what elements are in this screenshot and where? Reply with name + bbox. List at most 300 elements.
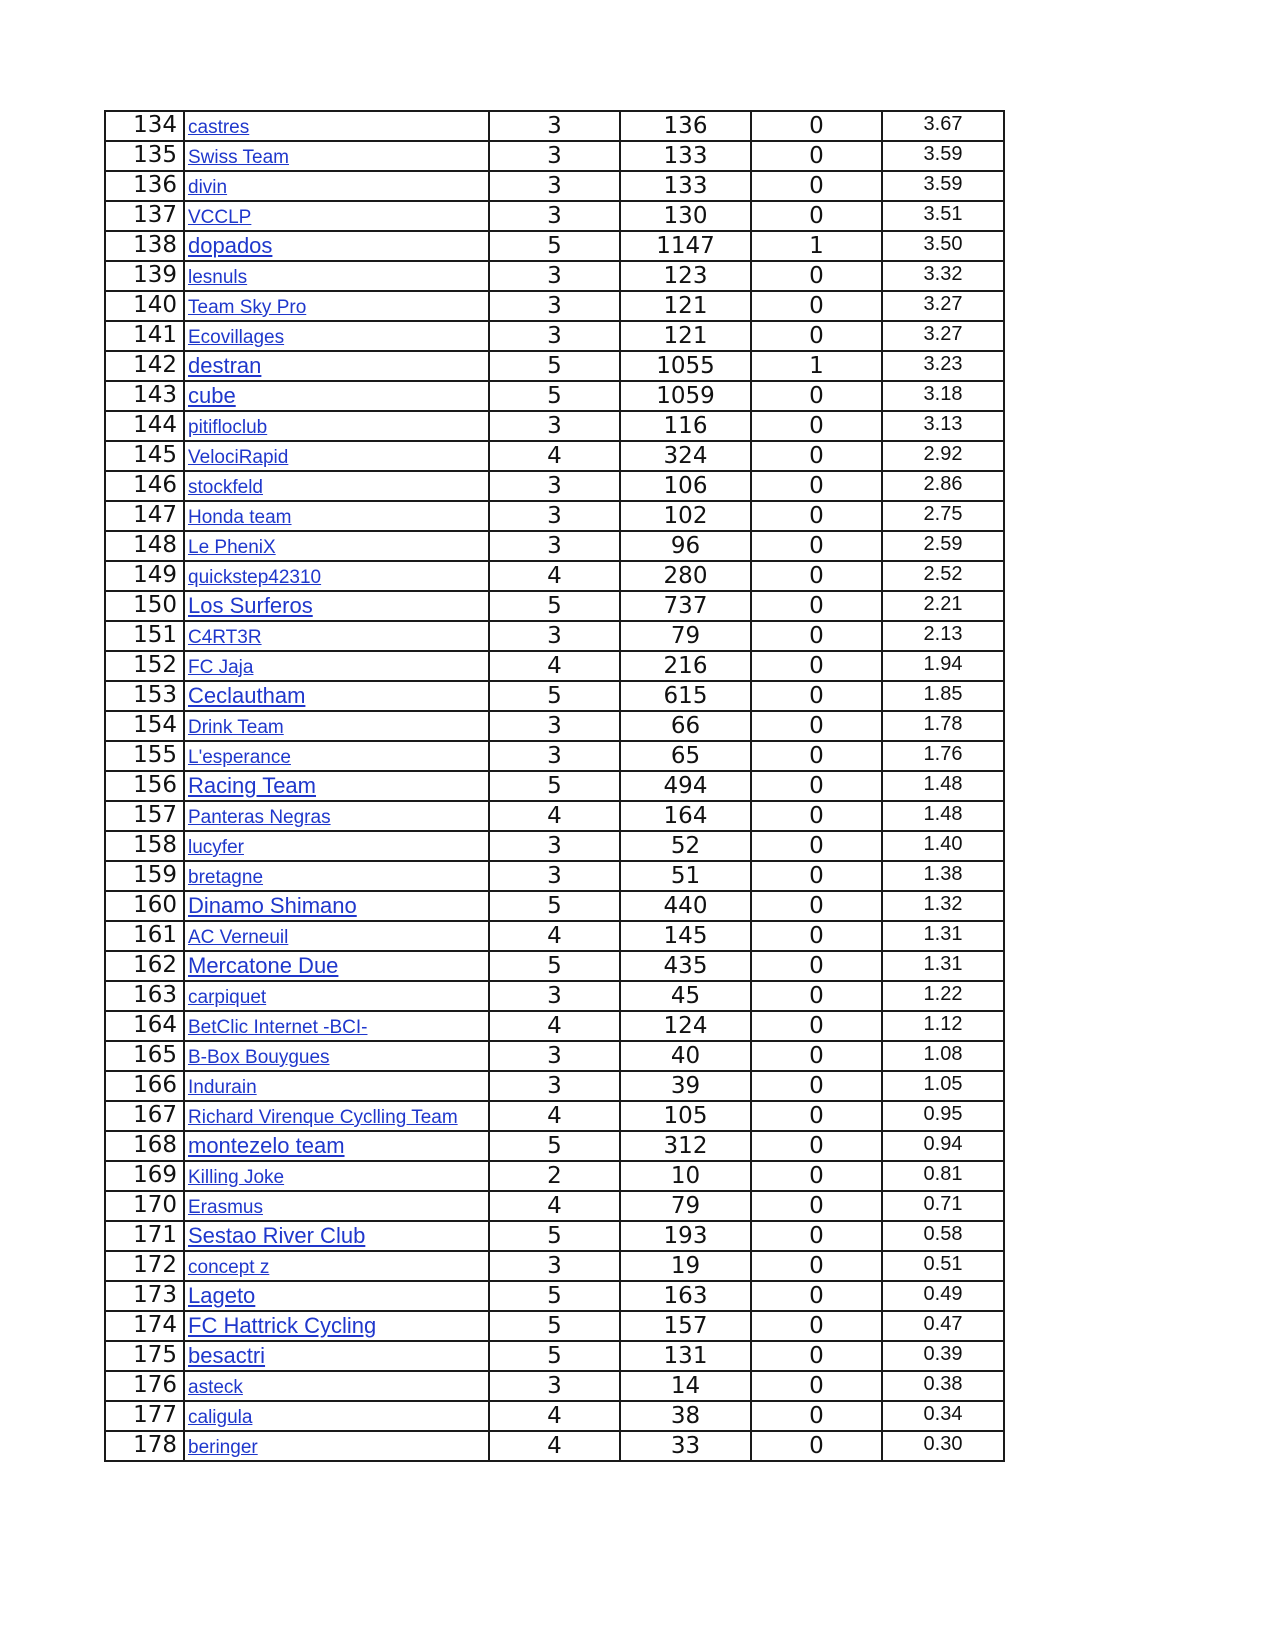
- column-2-cell: 157: [620, 1311, 751, 1341]
- column-1-cell: 5: [489, 1131, 620, 1161]
- average-cell: 1.08: [882, 1041, 1004, 1071]
- rank-cell: 157: [105, 801, 184, 831]
- team-cell: [184, 111, 489, 141]
- column-1-cell: 3: [489, 831, 620, 861]
- column-1-cell: 4: [489, 1431, 620, 1461]
- column-3-cell: 0: [751, 1281, 882, 1311]
- team-cell: [184, 981, 489, 1011]
- team-link[interactable]: dopados: [188, 233, 273, 258]
- column-1-cell: 5: [489, 231, 620, 261]
- column-1-cell: 3: [489, 711, 620, 741]
- column-3-cell: 0: [751, 201, 882, 231]
- column-3-cell: 0: [751, 651, 882, 681]
- team-link[interactable]: montezelo team: [188, 1133, 345, 1158]
- column-1-cell: 3: [489, 621, 620, 651]
- column-3-cell: 0: [751, 591, 882, 621]
- team-cell: [184, 1371, 489, 1401]
- column-1-cell: 3: [489, 141, 620, 171]
- table-row: [105, 1401, 1004, 1431]
- column-1-cell: 4: [489, 1401, 620, 1431]
- team-cell: [184, 1161, 489, 1191]
- team-link[interactable]: quickstep42310: [188, 567, 322, 588]
- column-1-cell: 5: [489, 381, 620, 411]
- team-cell: [184, 531, 489, 561]
- team-cell: [184, 801, 489, 831]
- rank-cell: 155: [105, 741, 184, 771]
- average-cell: 1.31: [882, 951, 1004, 981]
- team-link[interactable]: asteck: [188, 1377, 243, 1398]
- column-1-cell: 3: [489, 321, 620, 351]
- column-3-cell: 1: [751, 231, 882, 261]
- team-link[interactable]: castres: [188, 117, 250, 138]
- table-row: [105, 1431, 1004, 1461]
- column-2-cell: 440: [620, 891, 751, 921]
- average-cell: 0.58: [882, 1221, 1004, 1251]
- average-cell: 3.50: [882, 231, 1004, 261]
- average-cell: 3.51: [882, 201, 1004, 231]
- rank-cell: 156: [105, 771, 184, 801]
- column-3-cell: 0: [751, 1371, 882, 1401]
- team-link[interactable]: Sestao River Club: [188, 1223, 366, 1248]
- team-link[interactable]: B-Box Bouygues: [188, 1047, 330, 1068]
- column-3-cell: 0: [751, 531, 882, 561]
- rank-cell: 151: [105, 621, 184, 651]
- rank-cell: 171: [105, 1221, 184, 1251]
- column-2-cell: 494: [620, 771, 751, 801]
- table-row: [105, 681, 1004, 711]
- table-row: [105, 381, 1004, 411]
- rank-cell: 170: [105, 1191, 184, 1221]
- average-cell: 0.47: [882, 1311, 1004, 1341]
- column-2-cell: 40: [620, 1041, 751, 1071]
- team-cell: [184, 471, 489, 501]
- team-link[interactable]: caligula: [188, 1407, 253, 1428]
- average-cell: 3.18: [882, 381, 1004, 411]
- team-cell: [184, 711, 489, 741]
- team-cell: [184, 261, 489, 291]
- table-row: [105, 1371, 1004, 1401]
- column-1-cell: 4: [489, 1191, 620, 1221]
- team-link[interactable]: besactri: [188, 1343, 266, 1368]
- column-2-cell: 145: [620, 921, 751, 951]
- column-1-cell: 3: [489, 291, 620, 321]
- column-3-cell: 0: [751, 1101, 882, 1131]
- team-link[interactable]: lesnuls: [188, 267, 248, 288]
- team-link[interactable]: Los Surferos: [188, 593, 313, 618]
- team-cell: [184, 1071, 489, 1101]
- average-cell: 1.12: [882, 1011, 1004, 1041]
- column-3-cell: 0: [751, 621, 882, 651]
- table-row: [105, 1191, 1004, 1221]
- rank-cell: 142: [105, 351, 184, 381]
- column-3-cell: 1: [751, 351, 882, 381]
- table-row: [105, 951, 1004, 981]
- team-cell: [184, 681, 489, 711]
- table-row: [105, 531, 1004, 561]
- column-1-cell: 3: [489, 1251, 620, 1281]
- table-row: [105, 1071, 1004, 1101]
- column-2-cell: 38: [620, 1401, 751, 1431]
- rank-cell: 159: [105, 861, 184, 891]
- average-cell: 0.81: [882, 1161, 1004, 1191]
- column-3-cell: 0: [751, 441, 882, 471]
- table-row: [105, 741, 1004, 771]
- table-row: [105, 201, 1004, 231]
- column-1-cell: 3: [489, 201, 620, 231]
- column-2-cell: 121: [620, 291, 751, 321]
- table-row: [105, 501, 1004, 531]
- column-1-cell: 5: [489, 1221, 620, 1251]
- rank-cell: 172: [105, 1251, 184, 1281]
- column-2-cell: 324: [620, 441, 751, 471]
- table-row: [105, 1311, 1004, 1341]
- rank-cell: 166: [105, 1071, 184, 1101]
- team-cell: [184, 201, 489, 231]
- team-cell: [184, 861, 489, 891]
- table-row: [105, 711, 1004, 741]
- column-2-cell: 39: [620, 1071, 751, 1101]
- average-cell: 1.40: [882, 831, 1004, 861]
- team-cell: [184, 891, 489, 921]
- rank-cell: 144: [105, 411, 184, 441]
- column-2-cell: 280: [620, 561, 751, 591]
- team-cell: [184, 951, 489, 981]
- rank-cell: 168: [105, 1131, 184, 1161]
- rank-cell: 169: [105, 1161, 184, 1191]
- column-3-cell: 0: [751, 561, 882, 591]
- average-cell: 0.71: [882, 1191, 1004, 1221]
- rank-cell: 174: [105, 1311, 184, 1341]
- column-1-cell: 4: [489, 921, 620, 951]
- table-row: [105, 831, 1004, 861]
- team-link[interactable]: destran: [188, 353, 262, 378]
- column-3-cell: 0: [751, 981, 882, 1011]
- team-link[interactable]: BetClic Internet -BCI-: [188, 1017, 368, 1038]
- table-row: [105, 771, 1004, 801]
- column-1-cell: 5: [489, 681, 620, 711]
- table-row: [105, 411, 1004, 441]
- team-cell: [184, 591, 489, 621]
- column-3-cell: 0: [751, 951, 882, 981]
- column-1-cell: 5: [489, 951, 620, 981]
- column-1-cell: 4: [489, 561, 620, 591]
- team-link[interactable]: pitifloclub: [188, 417, 268, 438]
- team-link[interactable]: Lageto: [188, 1283, 256, 1308]
- column-2-cell: 124: [620, 1011, 751, 1041]
- table-row: [105, 981, 1004, 1011]
- table-row: [105, 561, 1004, 591]
- column-1-cell: 3: [489, 741, 620, 771]
- rank-cell: 137: [105, 201, 184, 231]
- rank-cell: 158: [105, 831, 184, 861]
- column-1-cell: 4: [489, 1101, 620, 1131]
- column-1-cell: 3: [489, 411, 620, 441]
- team-cell: [184, 1251, 489, 1281]
- column-3-cell: 0: [751, 1401, 882, 1431]
- column-3-cell: 0: [751, 1431, 882, 1461]
- team-cell: [184, 171, 489, 201]
- average-cell: 3.32: [882, 261, 1004, 291]
- table-row: [105, 1101, 1004, 1131]
- column-2-cell: 193: [620, 1221, 751, 1251]
- table-row: [105, 141, 1004, 171]
- rank-cell: 154: [105, 711, 184, 741]
- average-cell: 3.59: [882, 171, 1004, 201]
- average-cell: 1.31: [882, 921, 1004, 951]
- rank-cell: 178: [105, 1431, 184, 1461]
- team-cell: [184, 1401, 489, 1431]
- team-cell: [184, 441, 489, 471]
- team-link[interactable]: Erasmus: [188, 1197, 263, 1218]
- team-link[interactable]: VelociRapid: [188, 447, 289, 468]
- column-3-cell: 0: [751, 741, 882, 771]
- team-link[interactable]: Honda team: [188, 507, 292, 528]
- rank-cell: 141: [105, 321, 184, 351]
- rank-cell: 143: [105, 381, 184, 411]
- team-cell: [184, 771, 489, 801]
- team-link[interactable]: Killing Joke: [188, 1167, 285, 1188]
- column-2-cell: 116: [620, 411, 751, 441]
- table-row: [105, 621, 1004, 651]
- column-3-cell: 0: [751, 711, 882, 741]
- table-row: [105, 171, 1004, 201]
- table-row: [105, 321, 1004, 351]
- average-cell: 1.76: [882, 741, 1004, 771]
- average-cell: 0.34: [882, 1401, 1004, 1431]
- column-2-cell: 312: [620, 1131, 751, 1161]
- column-3-cell: 0: [751, 861, 882, 891]
- team-cell: [184, 1311, 489, 1341]
- average-cell: 3.59: [882, 141, 1004, 171]
- column-2-cell: 45: [620, 981, 751, 1011]
- table-row: [105, 801, 1004, 831]
- column-2-cell: 123: [620, 261, 751, 291]
- average-cell: 3.23: [882, 351, 1004, 381]
- table-row: [105, 1251, 1004, 1281]
- rank-cell: 134: [105, 111, 184, 141]
- table-row: [105, 261, 1004, 291]
- average-cell: 1.94: [882, 651, 1004, 681]
- table-row: [105, 291, 1004, 321]
- average-cell: 0.39: [882, 1341, 1004, 1371]
- average-cell: 0.51: [882, 1251, 1004, 1281]
- column-3-cell: 0: [751, 1341, 882, 1371]
- team-link[interactable]: Ceclautham: [188, 683, 306, 708]
- average-cell: 0.95: [882, 1101, 1004, 1131]
- column-3-cell: 0: [751, 1131, 882, 1161]
- table-row: [105, 1341, 1004, 1371]
- column-3-cell: 0: [751, 921, 882, 951]
- team-link[interactable]: L'esperance: [188, 747, 291, 768]
- column-3-cell: 0: [751, 1071, 882, 1101]
- rank-cell: 175: [105, 1341, 184, 1371]
- column-1-cell: 5: [489, 1281, 620, 1311]
- table-row: [105, 1281, 1004, 1311]
- table-row: [105, 891, 1004, 921]
- average-cell: 0.38: [882, 1371, 1004, 1401]
- team-link[interactable]: C4RT3R: [188, 627, 262, 648]
- column-1-cell: 5: [489, 771, 620, 801]
- column-3-cell: 0: [751, 1161, 882, 1191]
- table-row: [105, 861, 1004, 891]
- column-3-cell: 0: [751, 501, 882, 531]
- average-cell: 2.92: [882, 441, 1004, 471]
- column-3-cell: 0: [751, 1251, 882, 1281]
- rank-cell: 138: [105, 231, 184, 261]
- column-2-cell: 133: [620, 141, 751, 171]
- table-row: [105, 1041, 1004, 1071]
- column-2-cell: 79: [620, 621, 751, 651]
- column-3-cell: 0: [751, 801, 882, 831]
- average-cell: 3.67: [882, 111, 1004, 141]
- column-3-cell: 0: [751, 381, 882, 411]
- column-3-cell: 0: [751, 771, 882, 801]
- team-cell: [184, 291, 489, 321]
- column-2-cell: 121: [620, 321, 751, 351]
- column-1-cell: 5: [489, 891, 620, 921]
- team-link[interactable]: Racing Team: [188, 773, 316, 798]
- average-cell: 2.21: [882, 591, 1004, 621]
- average-cell: 2.59: [882, 531, 1004, 561]
- team-link[interactable]: Ecovillages: [188, 327, 285, 348]
- column-3-cell: 0: [751, 111, 882, 141]
- average-cell: 1.48: [882, 771, 1004, 801]
- column-2-cell: 102: [620, 501, 751, 531]
- column-1-cell: 3: [489, 261, 620, 291]
- column-3-cell: 0: [751, 1011, 882, 1041]
- team-link[interactable]: FC Hattrick Cycling: [188, 1313, 377, 1338]
- team-cell: [184, 321, 489, 351]
- team-cell: [184, 351, 489, 381]
- column-2-cell: 52: [620, 831, 751, 861]
- column-3-cell: 0: [751, 291, 882, 321]
- team-link[interactable]: FC Jaja: [188, 657, 254, 678]
- team-cell: [184, 141, 489, 171]
- average-cell: 3.27: [882, 291, 1004, 321]
- column-2-cell: 106: [620, 471, 751, 501]
- column-1-cell: 3: [489, 111, 620, 141]
- average-cell: 2.86: [882, 471, 1004, 501]
- team-link[interactable]: Mercatone Due: [188, 953, 339, 978]
- column-3-cell: 0: [751, 1041, 882, 1071]
- team-link[interactable]: Team Sky Pro: [188, 297, 307, 318]
- column-2-cell: 131: [620, 1341, 751, 1371]
- column-1-cell: 3: [489, 981, 620, 1011]
- column-3-cell: 0: [751, 261, 882, 291]
- column-3-cell: 0: [751, 1221, 882, 1251]
- team-link[interactable]: bretagne: [188, 867, 264, 888]
- rank-cell: 149: [105, 561, 184, 591]
- team-link[interactable]: carpiquet: [188, 987, 267, 1008]
- team-link[interactable]: Panteras Negras: [188, 807, 331, 828]
- average-cell: 1.85: [882, 681, 1004, 711]
- team-cell: [184, 1131, 489, 1161]
- team-cell: [184, 1011, 489, 1041]
- rank-cell: 140: [105, 291, 184, 321]
- table-row: [105, 1011, 1004, 1041]
- column-2-cell: 51: [620, 861, 751, 891]
- team-cell: [184, 1191, 489, 1221]
- team-cell: [184, 741, 489, 771]
- rank-cell: 135: [105, 141, 184, 171]
- average-cell: 1.38: [882, 861, 1004, 891]
- column-1-cell: 3: [489, 531, 620, 561]
- column-2-cell: 66: [620, 711, 751, 741]
- average-cell: 1.05: [882, 1071, 1004, 1101]
- team-link[interactable]: Richard Virenque Cyclling Team: [188, 1107, 458, 1128]
- team-link[interactable]: beringer: [188, 1437, 258, 1458]
- rank-cell: 163: [105, 981, 184, 1011]
- column-3-cell: 0: [751, 411, 882, 441]
- team-cell: [184, 831, 489, 861]
- team-cell: [184, 381, 489, 411]
- column-2-cell: 615: [620, 681, 751, 711]
- rank-cell: 145: [105, 441, 184, 471]
- column-3-cell: 0: [751, 1191, 882, 1221]
- rank-cell: 153: [105, 681, 184, 711]
- team-cell: [184, 1101, 489, 1131]
- column-1-cell: 3: [489, 1041, 620, 1071]
- table-row: [105, 441, 1004, 471]
- column-2-cell: 133: [620, 171, 751, 201]
- column-1-cell: 5: [489, 1311, 620, 1341]
- table-row: [105, 1221, 1004, 1251]
- team-cell: [184, 501, 489, 531]
- team-link[interactable]: lucyfer: [188, 837, 244, 858]
- team-cell: [184, 1341, 489, 1371]
- rank-cell: 146: [105, 471, 184, 501]
- team-link[interactable]: Swiss Team: [188, 147, 290, 168]
- team-cell: [184, 1221, 489, 1251]
- column-1-cell: 4: [489, 441, 620, 471]
- team-link[interactable]: Le PheniX: [188, 537, 276, 558]
- average-cell: 2.13: [882, 621, 1004, 651]
- column-1-cell: 3: [489, 1071, 620, 1101]
- column-2-cell: 136: [620, 111, 751, 141]
- team-link[interactable]: cube: [188, 383, 236, 408]
- table-row: [105, 111, 1004, 141]
- column-2-cell: 33: [620, 1431, 751, 1461]
- team-link[interactable]: Dinamo Shimano: [188, 893, 357, 918]
- team-link[interactable]: divin: [188, 177, 228, 198]
- team-link[interactable]: Indurain: [188, 1077, 257, 1098]
- average-cell: 1.32: [882, 891, 1004, 921]
- team-cell: [184, 411, 489, 441]
- column-2-cell: 164: [620, 801, 751, 831]
- column-2-cell: 65: [620, 741, 751, 771]
- team-link[interactable]: Drink Team: [188, 717, 284, 738]
- column-1-cell: 5: [489, 1341, 620, 1371]
- team-link[interactable]: concept z: [188, 1257, 270, 1278]
- table-row: [105, 1161, 1004, 1191]
- team-link[interactable]: AC Verneuil: [188, 927, 289, 948]
- team-link[interactable]: VCCLP: [188, 207, 252, 228]
- average-cell: 0.30: [882, 1431, 1004, 1461]
- rank-cell: 152: [105, 651, 184, 681]
- table-row: [105, 231, 1004, 261]
- rank-cell: 165: [105, 1041, 184, 1071]
- rank-cell: 147: [105, 501, 184, 531]
- average-cell: 1.22: [882, 981, 1004, 1011]
- table-row: [105, 591, 1004, 621]
- column-2-cell: 1055: [620, 351, 751, 381]
- team-link[interactable]: stockfeld: [188, 477, 263, 498]
- column-2-cell: 19: [620, 1251, 751, 1281]
- team-cell: [184, 921, 489, 951]
- column-1-cell: 3: [489, 171, 620, 201]
- average-cell: 0.49: [882, 1281, 1004, 1311]
- column-3-cell: 0: [751, 1311, 882, 1341]
